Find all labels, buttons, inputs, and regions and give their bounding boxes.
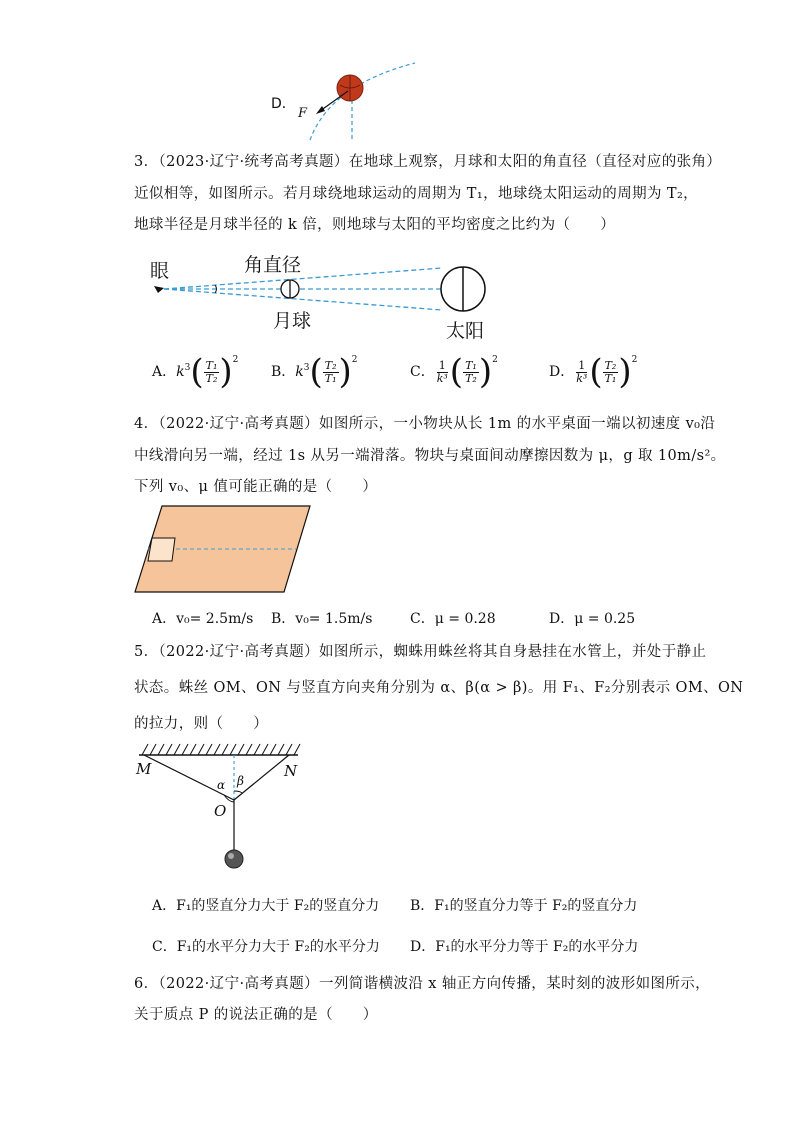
- q6-line1: 6．（2022·辽宁·高考真题）一列简谐横波沿 x 轴正方向传播，某时刻的波形如图所示，: [134, 976, 711, 992]
- q3-option-b[interactable]: B．$k^3$( $\frac{\text{T₂}}{\text{T₁}}$ )$^2$: [271, 352, 358, 392]
- label-beta: β: [237, 774, 244, 788]
- q4-table-svg: [134, 505, 314, 595]
- eye-label: 眼: [150, 260, 170, 282]
- q5-option-c[interactable]: C．F₁的水平分力大于 F₂的水平分力: [152, 939, 380, 955]
- q3-line3: 地球半径是月球半径的 k 倍，则地球与太阳的平均密度之比约为（ ）: [134, 217, 616, 233]
- q3-option-a[interactable]: A．$k^3$( $\frac{\text{T₁}}{\text{T₂}}$ )$^2$: [152, 352, 239, 392]
- figure-d: [260, 55, 460, 145]
- q4-table-figure: [134, 505, 314, 595]
- q3-line1: 3．（2023·辽宁·统考高考真题）在地球上观察，月球和太阳的角直径（直径对应的张角）: [134, 154, 722, 170]
- label-o: O: [214, 802, 227, 820]
- q5-option-d[interactable]: D．F₁的水平分力等于 F₂的水平分力: [410, 939, 639, 955]
- q5-option-a[interactable]: A．F₁的竖直分力大于 F₂的竖直分力: [152, 898, 380, 914]
- q3-line2: 近似相等，如图所示。若月球绕地球运动的周期为 T₁，地球绕太阳运动的周期为 T₂，: [134, 186, 699, 202]
- q3-option-d[interactable]: D． $\frac{1}{\text{k³}}$ ( $\frac{\text{T₂}}{\text{T₁}}$ )$^2$: [549, 352, 638, 392]
- angle-label: 角直径: [244, 254, 302, 276]
- q3-option-c[interactable]: C． $\frac{1}{\text{k³}}$ ( $\frac{\text{T₁}}{\text{T₂}}$ )$^2$: [410, 352, 498, 392]
- q4-line2: 中线滑向另一端，经过 1s 从另一端滑落。物块与桌面间动摩擦因数为 μ，g 取 10m/s²。: [134, 448, 726, 464]
- q5-option-b[interactable]: B．F₁的竖直分力等于 F₂的竖直分力: [410, 898, 638, 914]
- sun-label: 太阳: [446, 320, 485, 342]
- q4-option-a[interactable]: A．v₀= 2.5m/s: [152, 611, 254, 627]
- force-label: F: [298, 106, 308, 121]
- q6-line2: 关于质点 P 的说法正确的是（ ）: [134, 1007, 378, 1023]
- label-alpha: α: [217, 778, 226, 792]
- q5-line3: 的拉力，则（ ）: [134, 716, 269, 732]
- label-n: N: [284, 762, 298, 780]
- q5-spider-figure: [134, 742, 304, 872]
- q4-option-d[interactable]: D．μ = 0.25: [549, 611, 636, 627]
- q3-figure: [140, 248, 500, 343]
- label-m: M: [136, 760, 152, 778]
- q5-line2: 状态。蛛丝 OM、ON 与竖直方向夹角分别为 α、β(α > β)。用 F₁、F₂分别表示 OM、ON: [134, 680, 744, 696]
- q5-line1: 5．（2022·辽宁·高考真题）如图所示，蜘蛛用蛛丝将其自身悬挂在水管上，并处于静止: [134, 644, 707, 660]
- eye-icon: [154, 286, 164, 293]
- q4-line1: 4．（2022·辽宁·高考真题）如图所示，一小物块从长 1m 的水平桌面一端以初速度 v₀沿: [134, 416, 716, 432]
- q4-option-b[interactable]: B．v₀= 1.5m/s: [271, 611, 373, 627]
- q4-line3: 下列 v₀、μ 值可能正确的是（ ）: [134, 479, 378, 495]
- option-d-label: D．: [271, 96, 296, 112]
- q4-option-c[interactable]: C．μ = 0.28: [410, 611, 496, 627]
- moon-label: 月球: [273, 310, 312, 332]
